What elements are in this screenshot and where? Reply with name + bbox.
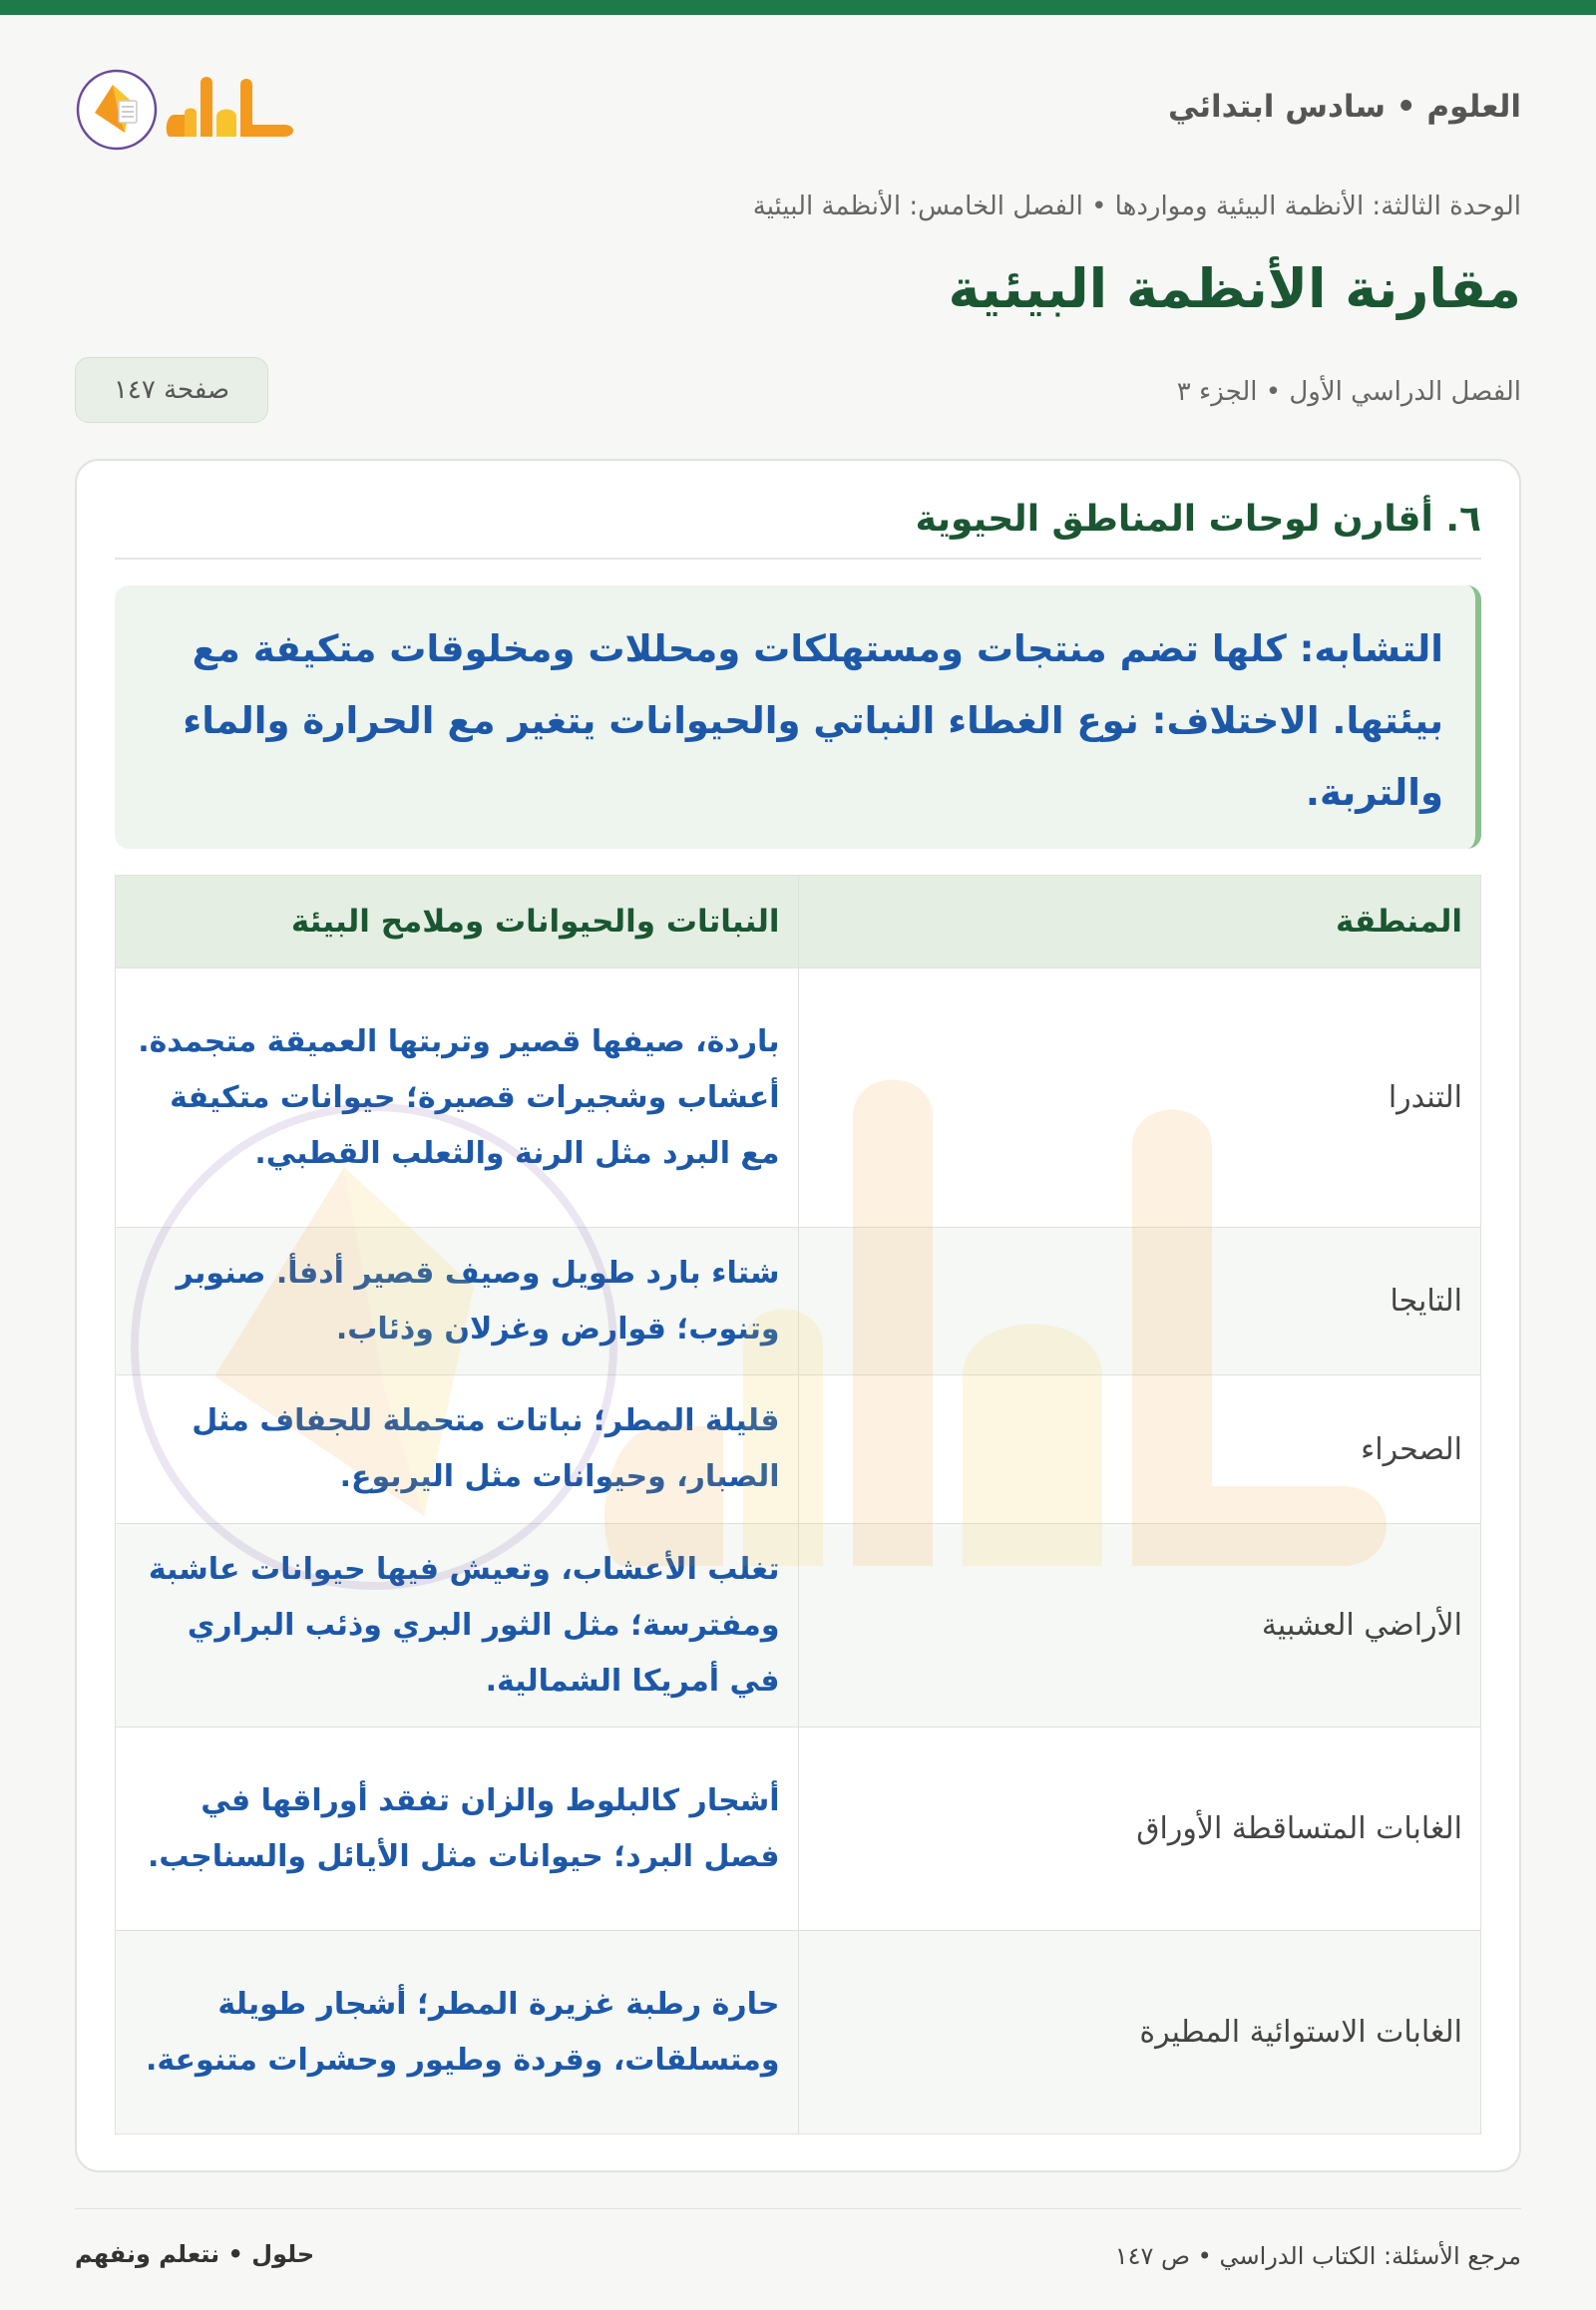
region-cell: الغابات الاستوائية المطيرة — [798, 1931, 1481, 2134]
region-cell: التايجا — [798, 1228, 1481, 1375]
page-number-badge: صفحة ١٤٧ — [75, 357, 268, 423]
region-cell: الأراضي العشبية — [798, 1524, 1481, 1728]
region-cell: التندرا — [798, 968, 1481, 1228]
footer-brand: حلول • نتعلم ونفهم — [75, 2240, 315, 2268]
region-cell: الصحراء — [798, 1375, 1481, 1524]
table-row — [116, 968, 1481, 1228]
table-row — [116, 1375, 1481, 1524]
table-header-row — [116, 876, 1481, 968]
semester-info: الفصل الدراسي الأول • الجزء ٣ — [1176, 377, 1521, 407]
comparison-table-wrapper — [115, 875, 1481, 2134]
question-title: ٦. أقارن لوحات المناطق الحيوية — [915, 499, 1481, 540]
answer-text: التشابه: كلها تضم منتجات ومستهلكات ومحللات ومخلوقات متكيفة مع بيئتها. الاختلاف: نوع الغطاء النباتي والحيوانات يتغير مع الحرارة والماء والتربة. — [183, 627, 1443, 814]
table-row — [116, 1228, 1481, 1375]
breadcrumb: الوحدة الثالثة: الأنظمة البيئية ومواردها • الفصل الخامس: الأنظمة البيئية — [752, 192, 1521, 221]
footer-divider — [75, 2208, 1521, 2209]
description-cell: حارة رطبة غزيرة المطر؛ أشجار طويلة ومتسلقات، وقردة وطيور وحشرات متنوعة. — [116, 1931, 799, 2134]
question-card — [75, 459, 1521, 2172]
footer-reference: مرجع الأسئلة: الكتاب الدراسي • ص ١٤٧ — [1114, 2242, 1521, 2270]
description-cell: باردة، صيفها قصير وتربتها العميقة متجمدة. أعشاب وشجيرات قصيرة؛ حيوانات متكيفة مع البرد مثل الرنة والثعلب القطبي. — [116, 968, 799, 1228]
description-cell: شتاء بارد طويل وصيف قصير أدفأ. صنوبر وتنوب؛ قوارض وغزلان وذئاب. — [116, 1228, 799, 1375]
description-cell: تغلب الأعشاب، وتعيش فيها حيوانات عاشبة ومفترسة؛ مثل الثور البري وذئب البراري في أمريكا الشمالية. — [116, 1524, 799, 1728]
description-cell: أشجار كالبلوط والزان تفقد أوراقها في فصل البرد؛ حيوانات مثل الأيائل والسناجب. — [116, 1728, 799, 1931]
table-row — [116, 1728, 1481, 1931]
column-header-region: المنطقة — [798, 876, 1481, 968]
page-title: مقارنة الأنظمة البيئية — [948, 257, 1521, 320]
page-header — [75, 55, 1521, 165]
region-cell: الغابات المتساقطة الأوراق — [798, 1728, 1481, 1931]
table-row — [116, 1931, 1481, 2134]
divider — [115, 558, 1481, 560]
subject-title: العلوم • سادس ابتدائي — [1167, 89, 1521, 125]
column-header-description: النباتات والحيوانات وملامح البيئة — [116, 876, 799, 968]
answer-box — [115, 585, 1481, 849]
comparison-table — [115, 875, 1481, 2134]
hulul-logo[interactable] — [75, 55, 334, 165]
table-row — [116, 1524, 1481, 1728]
description-cell: قليلة المطر؛ نباتات متحملة للجفاف مثل الصبار، وحيوانات مثل اليربوع. — [116, 1375, 799, 1524]
top-accent-bar — [0, 0, 1596, 15]
